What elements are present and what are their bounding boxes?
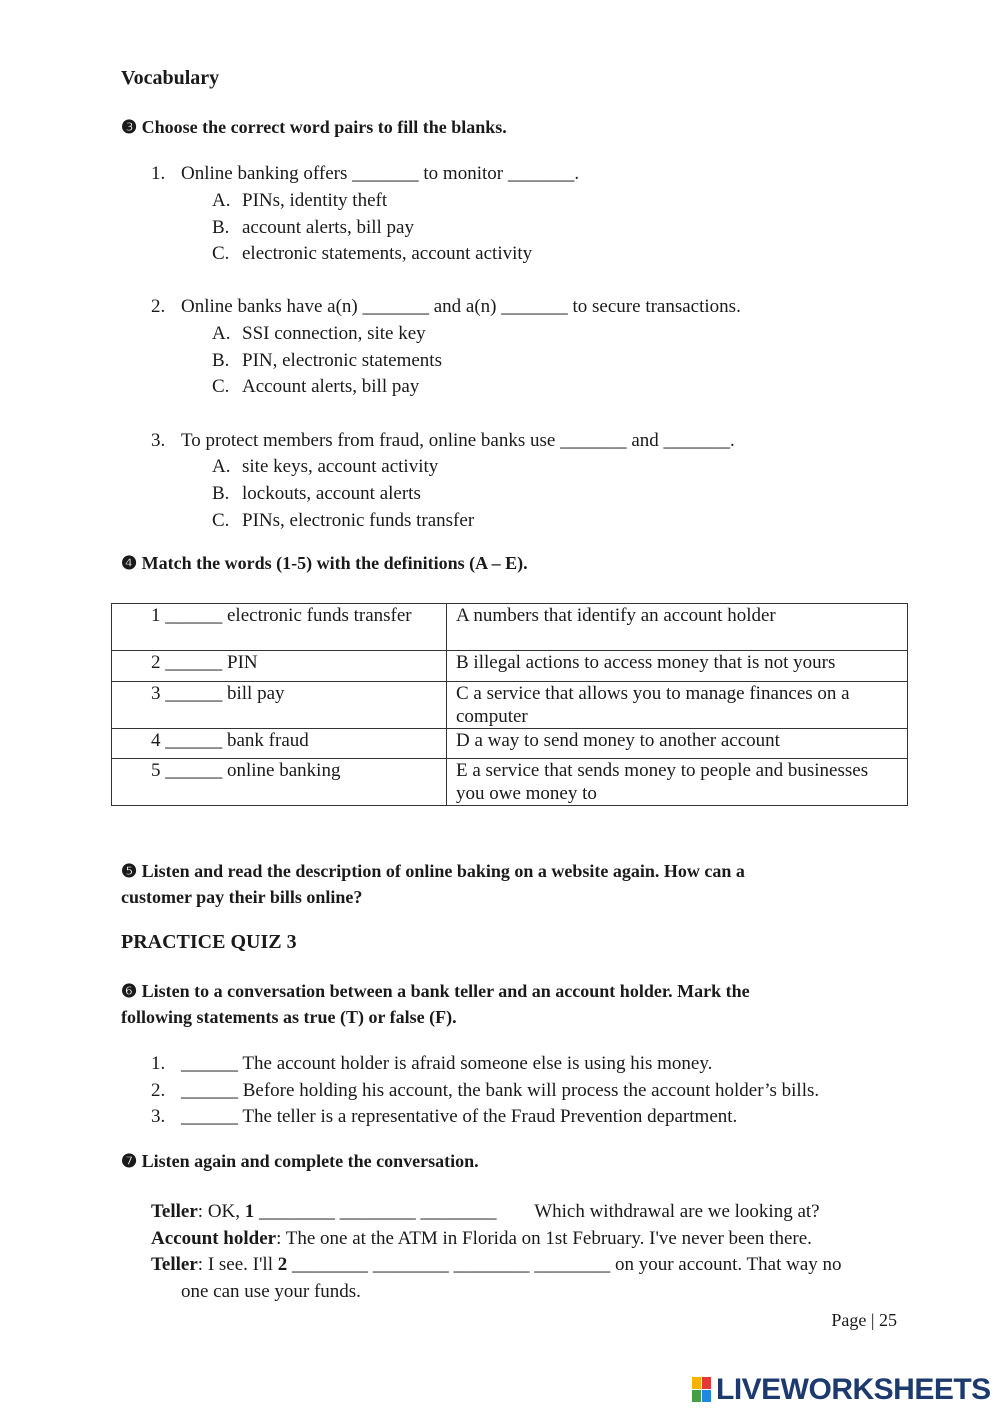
blank-number: 2 xyxy=(277,1254,288,1275)
option-text[interactable]: Account alerts, bill pay xyxy=(242,376,420,397)
question-number: 2. xyxy=(151,296,166,317)
option-text[interactable]: SSI connection, site key xyxy=(242,323,426,344)
conversation-line xyxy=(151,1254,842,1276)
conversation-line xyxy=(151,1228,812,1250)
speaker-label: Account holder xyxy=(151,1228,277,1249)
page-number: Page | 25 xyxy=(831,1310,897,1330)
exercise-3-title: ❸ Choose the correct word pairs to fill the blanks. xyxy=(121,117,507,137)
section-heading-vocabulary: Vocabulary xyxy=(121,67,220,89)
statement-text[interactable]: ______ Before holding his account, the bank will process the account holder’s bills. xyxy=(181,1080,820,1101)
section-heading-practice-quiz: PRACTICE QUIZ 3 xyxy=(121,931,297,953)
option-letter: A. xyxy=(212,456,231,477)
conversation-continuation: one can use your funds. xyxy=(181,1281,361,1302)
question-text: To protect members from fraud, online banks use _______ and _______. xyxy=(181,430,735,451)
option-text[interactable]: electronic statements, account activity xyxy=(242,243,533,264)
conversation-line xyxy=(151,1201,820,1223)
statement-text[interactable]: ______ The teller is a representative of the Fraud Prevention department. xyxy=(181,1106,738,1127)
exercise-7-title: ❼ Listen again and complete the conversation. xyxy=(121,1151,479,1171)
statement-number: 2. xyxy=(151,1080,166,1101)
definition-cell: A numbers that identify an account holder xyxy=(447,604,908,651)
word-cell[interactable]: 2 ______ PIN xyxy=(112,651,447,682)
exercise-5-title: ❺ Listen and read the description of online baking on a website again. How can a xyxy=(121,861,745,881)
option-text[interactable]: PINs, identity theft xyxy=(242,190,388,211)
logo-mark-icon xyxy=(692,1377,712,1403)
liveworksheets-logo xyxy=(692,1373,991,1407)
option-letter: B. xyxy=(212,483,230,504)
word-cell[interactable]: 3 ______ bill pay xyxy=(112,682,447,729)
blank-fill[interactable]: ________ ________ ________ ________ on your account. That way no xyxy=(287,1254,842,1275)
exercise-4-title: ❹ Match the words (1-5) with the definitions (A – E). xyxy=(121,553,528,573)
option-letter: C. xyxy=(212,376,230,397)
option-text[interactable]: lockouts, account alerts xyxy=(242,483,421,504)
word-cell[interactable]: 5 ______ online banking xyxy=(112,759,447,806)
matching-table xyxy=(111,603,908,806)
option-text[interactable]: PINs, electronic funds transfer xyxy=(242,510,475,531)
table-row xyxy=(112,651,908,682)
word-cell[interactable]: 4 ______ bank fraud xyxy=(112,729,447,759)
exercise-6-title-cont: following statements as true (T) or false (F). xyxy=(121,1007,457,1027)
statement-number: 1. xyxy=(151,1053,166,1074)
blank-fill[interactable]: ________ ________ ________ Which withdrawal are we looking at? xyxy=(254,1201,820,1222)
statement-text[interactable]: ______ The account holder is afraid someone else is using his money. xyxy=(181,1053,713,1074)
question-text: Online banks have a(n) _______ and a(n) _______ to secure transactions. xyxy=(181,296,741,317)
word-cell[interactable]: 1 ______ electronic funds transfer xyxy=(112,604,447,651)
definition-cell: D a way to send money to another account xyxy=(447,729,908,759)
line-text: : OK, xyxy=(197,1201,245,1222)
blank-number: 1 xyxy=(244,1201,255,1222)
table-row xyxy=(112,729,908,759)
statement-number: 3. xyxy=(151,1106,166,1127)
option-text[interactable]: site keys, account activity xyxy=(242,456,439,477)
option-letter: C. xyxy=(212,510,230,531)
table-row xyxy=(112,604,908,651)
option-text[interactable]: PIN, electronic statements xyxy=(242,350,442,371)
question-text: Online banking offers _______ to monitor _______. xyxy=(181,163,580,184)
definition-cell: E a service that sends money to people and businesses you owe money to xyxy=(447,759,908,806)
speaker-label: Teller xyxy=(151,1201,198,1222)
definition-cell: B illegal actions to access money that is not yours xyxy=(447,651,908,682)
exercise-6-title: ❻ Listen to a conversation between a bank teller and an account holder. Mark the xyxy=(121,981,750,1001)
line-text: : I see. I'll xyxy=(197,1254,278,1275)
logo-text: LIVEWORKSHEETS xyxy=(716,1373,991,1406)
definition-cell: C a service that allows you to manage finances on a computer xyxy=(447,682,908,729)
option-letter: A. xyxy=(212,323,231,344)
question-number: 1. xyxy=(151,163,166,184)
question-number: 3. xyxy=(151,430,166,451)
option-letter: A. xyxy=(212,190,231,211)
option-letter: C. xyxy=(212,243,230,264)
option-letter: B. xyxy=(212,350,230,371)
option-text[interactable]: account alerts, bill pay xyxy=(242,217,414,238)
table-row xyxy=(112,759,908,806)
table-row xyxy=(112,682,908,729)
speaker-label: Teller xyxy=(151,1254,198,1275)
line-text: : The one at the ATM in Florida on 1st February. I've never been there. xyxy=(276,1228,812,1249)
option-letter: B. xyxy=(212,217,230,238)
exercise-5-title-cont: customer pay their bills online? xyxy=(121,887,363,907)
